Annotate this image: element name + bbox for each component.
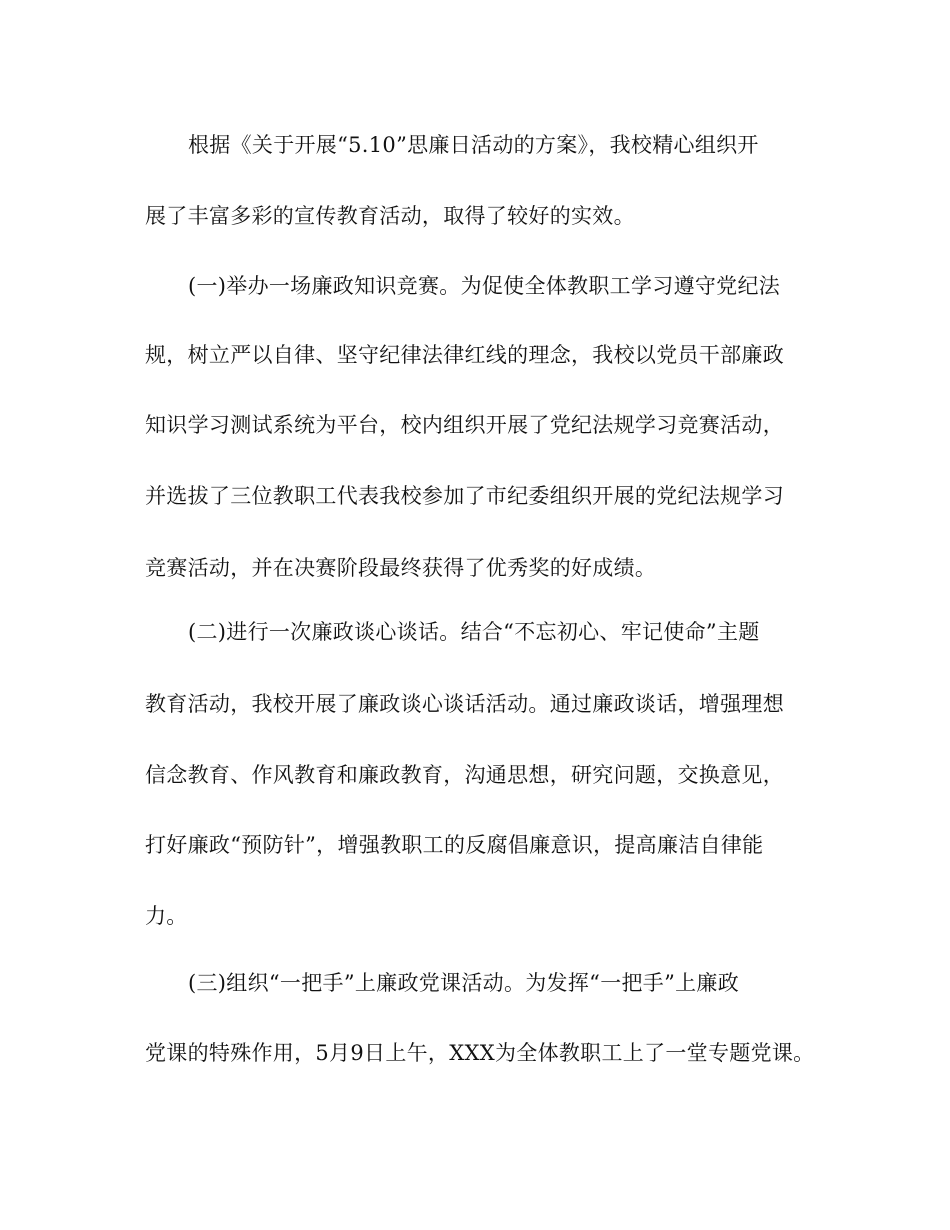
- section-1-heading-line: (一)举办一场廉政知识竞赛。为促使全体教职工学习遵守党纪法: [188, 274, 781, 298]
- section-1-line-4: 并选拔了三位教职工代表我校参加了市纪委组织开展的党纪法规学习: [145, 484, 784, 508]
- section-3-heading-line: (三)组织“一把手”上廉政党课活动。为发挥“一把手”上廉政: [188, 971, 740, 995]
- section-1-line-5: 竞赛活动，并在决赛阶段最终获得了优秀奖的好成绩。: [145, 556, 657, 580]
- section-1-line-2: 规，树立严以自律、坚守纪律法律红线的理念，我校以党员干部廉政: [145, 343, 784, 367]
- paragraph-1-line-2: 展了丰富多彩的宣传教育活动，取得了较好的实效。: [145, 204, 635, 228]
- section-3-line-2: 党课的特殊作用，5月9日上午，XXX为全体教职工上了一堂专题党课。: [145, 1041, 815, 1065]
- section-1-line-3: 知识学习测试系统为平台，校内组织开展了党纪法规学习竞赛活动，: [145, 413, 784, 437]
- paragraph-1-line-1: 根据《关于开展“5.10”思廉日活动的方案》，我校精心组织开: [188, 133, 759, 157]
- section-2-heading-line: (二)进行一次廉政谈心谈话。结合“不忘初心、牢记使命”主题: [188, 620, 760, 644]
- section-2-line-2: 教育活动，我校开展了廉政谈心谈话活动。通过廉政谈话，增强理想: [145, 692, 784, 716]
- section-2-line-5: 力。: [145, 904, 188, 928]
- section-2-line-3: 信念教育、作风教育和廉政教育，沟通思想，研究问题，交换意见，: [145, 763, 784, 787]
- section-2-line-4: 打好廉政“预防针”，增强教职工的反腐倡廉意识，提高廉洁自律能: [145, 833, 764, 857]
